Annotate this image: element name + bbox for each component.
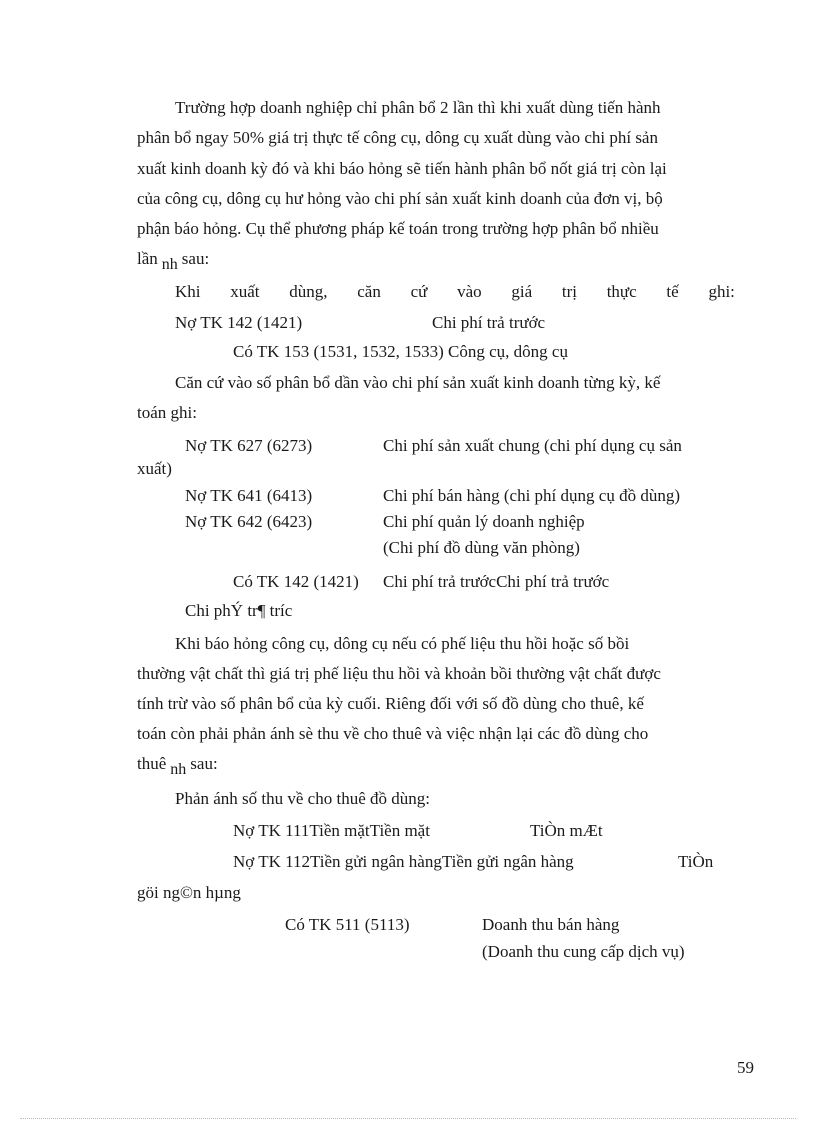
p1-line-6-c: sau:: [181, 249, 210, 268]
p4-entry-112-wrap: göi ng©n hµng: [137, 883, 241, 902]
p2-line-2: toán ghi:: [137, 403, 197, 422]
khi-xuat-dung-line: [175, 282, 735, 302]
word: thực: [606, 282, 637, 301]
entry2-debit-641: Nợ TK 641 (6413): [185, 486, 313, 505]
word: xuất: [230, 282, 260, 301]
p1-line-3: xuất kinh doanh kỳ đó và khi báo hỏng sẽ tiến hành phân bổ nốt giá trị còn lại: [137, 159, 667, 178]
entry2-debit-642-desc-2: (Chi phí đồ dùng văn phòng): [383, 538, 580, 557]
page-number: 59: [737, 1058, 754, 1077]
entry1-debit: Nợ TK 142 (1421): [175, 313, 303, 332]
p1-line-4: của công cụ, dông cụ hư hỏng vào chi phí sản xuất kinh doanh của đơn vị, bộ: [137, 189, 663, 208]
word: dùng,: [289, 282, 328, 301]
word: tế: [666, 282, 679, 301]
entry2-garbled-text: Chi phÝ tr¶ tríc: [185, 601, 293, 620]
p3-line-5-c: sau:: [190, 754, 218, 773]
p1-line-1: Trường hợp doanh nghiệp chỉ phân bổ 2 lần thì khi xuất dùng tiến hành: [175, 98, 661, 117]
entry2-credit-desc: Chi phí trả trướcChi phí trả trước: [383, 572, 610, 591]
p3-line-5-sub: nh: [170, 761, 187, 778]
p4-entry-112-garbled: TiÒn: [678, 852, 714, 871]
p3-line-5: [137, 754, 218, 778]
p3-line-3: tính trừ vào số phân bổ của kỳ cuối. Riêng đối với số đồ dùng cho thuê, kế: [137, 694, 644, 713]
p1-line-6-sub: nh: [161, 256, 178, 273]
p4-entry-111-garbled: TiÒn mÆt: [530, 821, 603, 840]
word: vào: [457, 282, 482, 301]
p4-entry-111: Nợ TK 111Tiền mặtTiền mặt: [233, 821, 430, 840]
p3-line-2: thường vật chất thì giá trị phế liệu thu hồi và khoản bồi thường vật chất được: [137, 664, 661, 683]
entry1-debit-desc: Chi phí trả trước: [432, 313, 546, 332]
p1-line-5: phận báo hỏng. Cụ thể phương pháp kế toán trong trường hợp phân bổ nhiều: [137, 219, 659, 238]
word: căn: [357, 282, 381, 301]
entry1-credit: Có TK 153 (1531, 1532, 1533) Công cụ, dông cụ: [233, 342, 568, 361]
p3-line-5-a: thuê: [137, 754, 167, 773]
entry2-debit-627: Nợ TK 627 (6273): [185, 436, 313, 455]
word: cứ: [410, 282, 428, 301]
entry2-debit-641-desc: Chi phí bán hàng (chi phí dụng cụ đồ dùng): [383, 486, 680, 505]
p3-line-1: Khi báo hỏng công cụ, dông cụ nếu có phế liệu thu hồi hoặc số bồi: [175, 634, 630, 653]
entry2-debit-627-desc: Chi phí sản xuất chung (chi phí dụng cụ sản: [383, 436, 682, 455]
p3-line-4: toán còn phải phản ánh sè thu về cho thuê và việc nhận lại các đồ dùng cho: [137, 724, 649, 743]
p4-line-1: Phản ánh số thu về cho thuê đồ dùng:: [175, 789, 430, 808]
entry2-debit-642-desc: Chi phí quản lý doanh nghiệp: [383, 512, 585, 531]
entry2-debit-642: Nợ TK 642 (6423): [185, 512, 313, 531]
p4-entry-112: Nợ TK 112Tiền gửi ngân hàngTiền gửi ngân hàng: [233, 852, 574, 871]
word: ghi:: [708, 282, 735, 301]
p4-credit-511-desc-2: (Doanh thu cung cấp dịch vụ): [482, 942, 685, 961]
word: Khi: [175, 282, 201, 301]
p4-credit-511: Có TK 511 (5113): [285, 915, 410, 934]
entry2-credit: Có TK 142 (1421): [233, 572, 359, 591]
p1-line-6-a: lần: [137, 249, 158, 268]
footer-divider: [20, 1118, 796, 1119]
word: giá: [511, 282, 533, 301]
p2-line-1: Căn cứ vào số phân bổ dần vào chi phí sản xuất kinh doanh từng kỳ, kế: [175, 373, 661, 392]
p1-line-2: phân bổ ngay 50% giá trị thực tế công cụ, dông cụ xuất dùng vào chi phí sản: [137, 128, 658, 147]
word: trị: [561, 282, 577, 301]
entry2-debit-627-wrap: xuất): [137, 459, 172, 478]
p1-line-6: [137, 249, 210, 273]
p4-credit-511-desc: Doanh thu bán hàng: [482, 915, 620, 934]
